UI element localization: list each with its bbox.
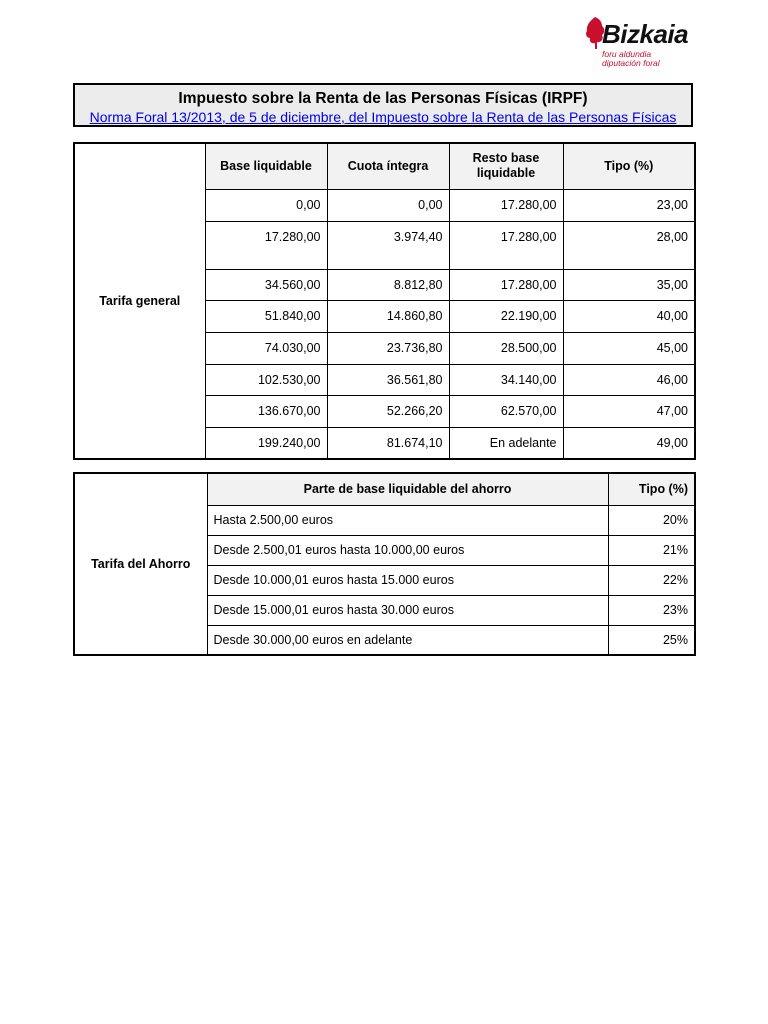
tarifa-ahorro-label: Tarifa del Ahorro [74,473,207,655]
tramo-cell: Desde 2.500,01 euros hasta 10.000,00 euros [207,535,608,565]
resto-base-cell: 17.280,00 [449,269,563,300]
base-liquidable-cell: 199.240,00 [205,427,327,459]
tipo-cell: 46,00 [563,364,695,395]
cuota-integra-cell: 36.561,80 [327,364,449,395]
base-liquidable-cell: 136.670,00 [205,395,327,427]
norma-foral-link[interactable]: Norma Foral 13/2013, de 5 de diciembre, del Impuesto sobre la Renta de las Personas Físicas [89,109,677,125]
tramo-cell: Hasta 2.500,00 euros [207,505,608,535]
tarifa-general-table [73,142,696,460]
column-header: Base liquidable [205,143,327,189]
tipo-cell: 45,00 [563,332,695,364]
tipo-cell: 23,00 [563,189,695,221]
logo-subtitle-1: foru aldundia [602,49,652,59]
cuota-integra-cell: 14.860,80 [327,300,449,332]
tipo-cell: 20% [608,505,695,535]
resto-base-cell: 28.500,00 [449,332,563,364]
page-title: Impuesto sobre la Renta de las Personas Físicas (IRPF) [178,90,588,107]
base-liquidable-cell: 102.530,00 [205,364,327,395]
tipo-cell: 49,00 [563,427,695,459]
tarifa-general-label: Tarifa general [74,143,205,459]
tipo-cell: 47,00 [563,395,695,427]
cuota-integra-cell: 81.674,10 [327,427,449,459]
base-liquidable-cell: 34.560,00 [205,269,327,300]
tipo-cell: 23% [608,595,695,625]
base-liquidable-cell: 51.840,00 [205,300,327,332]
column-header: Cuota íntegra [327,143,449,189]
tipo-cell: 28,00 [563,221,695,269]
cuota-integra-cell: 3.974,40 [327,221,449,269]
column-header: Resto base liquidable [449,143,563,189]
logo-subtitle-2: diputación foral [602,58,660,68]
bizkaia-logo [584,16,696,70]
tarifa-ahorro-table [73,472,696,656]
logo-wordmark: Bizkaia [602,19,689,49]
column-header: Parte de base liquidable del ahorro [207,473,608,505]
tramo-cell: Desde 15.000,01 euros hasta 30.000 euros [207,595,608,625]
cuota-integra-cell: 0,00 [327,189,449,221]
column-header: Tipo (%) [608,473,695,505]
tipo-cell: 40,00 [563,300,695,332]
title-box [73,83,693,127]
tipo-cell: 22% [608,565,695,595]
base-liquidable-cell: 0,00 [205,189,327,221]
column-header: Tipo (%) [563,143,695,189]
resto-base-cell: 34.140,00 [449,364,563,395]
resto-base-cell: 22.190,00 [449,300,563,332]
cuota-integra-cell: 23.736,80 [327,332,449,364]
tramo-cell: Desde 30.000,00 euros en adelante [207,625,608,655]
resto-base-cell: 17.280,00 [449,189,563,221]
cuota-integra-cell: 52.266,20 [327,395,449,427]
resto-base-cell: 17.280,00 [449,221,563,269]
tramo-cell: Desde 10.000,01 euros hasta 15.000 euros [207,565,608,595]
cuota-integra-cell: 8.812,80 [327,269,449,300]
tipo-cell: 35,00 [563,269,695,300]
base-liquidable-cell: 17.280,00 [205,221,327,269]
resto-base-cell: En adelante [449,427,563,459]
base-liquidable-cell: 74.030,00 [205,332,327,364]
tipo-cell: 25% [608,625,695,655]
resto-base-cell: 62.570,00 [449,395,563,427]
tipo-cell: 21% [608,535,695,565]
